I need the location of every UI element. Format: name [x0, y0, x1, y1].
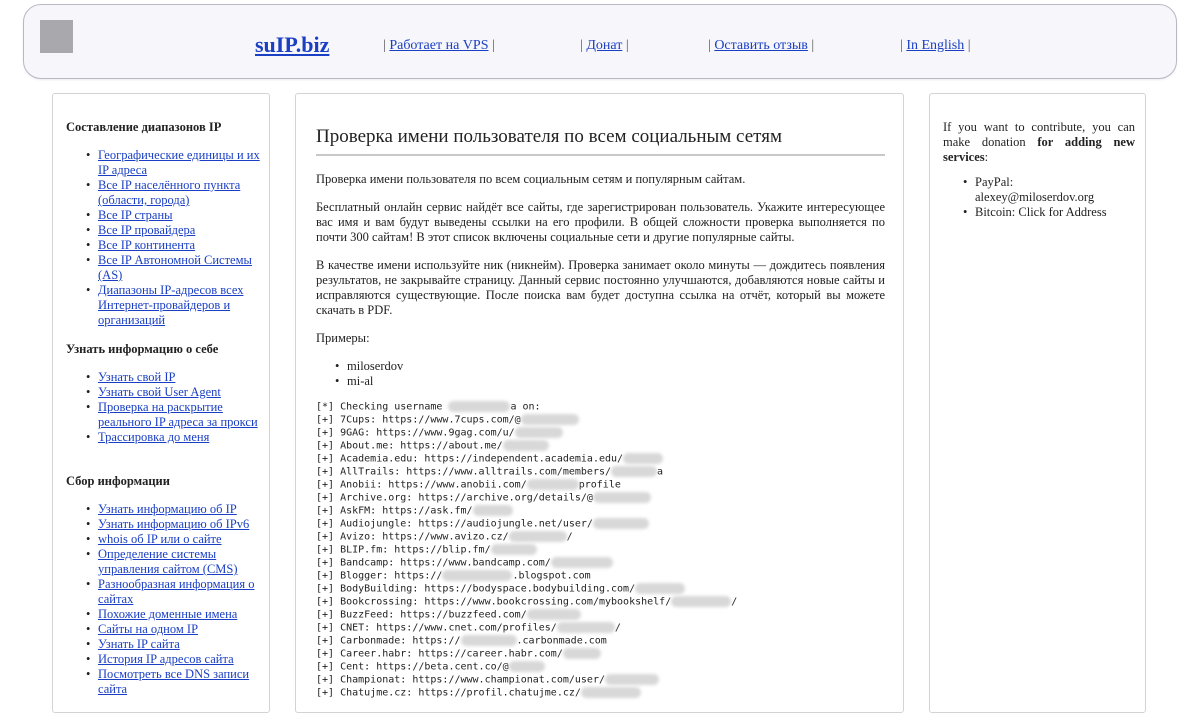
log-line-text: [+] Bandcamp: https://www.bandcamp.com/: [316, 557, 551, 569]
site-header: [23, 4, 1177, 79]
nav-separator: |: [708, 38, 711, 53]
sidebar-item: [66, 652, 261, 667]
sidebar-item: [66, 370, 261, 385]
nav-separator: |: [811, 38, 815, 53]
log-line-text: [+] AllTrails: https://www.alltrails.com/members/: [316, 466, 612, 478]
log-line: [316, 466, 885, 479]
sidebar-link[interactable]: Все IP страны: [98, 208, 173, 222]
nav-item-vps: [383, 38, 495, 54]
logo-icon[interactable]: [40, 20, 73, 53]
sidebar-item: [66, 238, 261, 253]
example-item: • mi-al: [316, 374, 885, 389]
log-line-text: [*] Checking username: [316, 401, 449, 413]
description-paragraph: Бесплатный онлайн сервис найдёт все сайты, где зарегистрирован пользователь. Укажите интересующее вас имя и вам будут выведены ссылки на его профили. В общей сложности проверка выполняется по почти 300 сайтам! В этот список включены социальные сети и другие популярные сайты.: [316, 200, 885, 244]
log-line-text: [+] CNET: https://www.cnet.com/profiles/: [316, 622, 557, 634]
log-line: [316, 544, 885, 557]
log-line-suffix: a: [657, 466, 664, 478]
sidebar-item: [66, 532, 261, 547]
sidebar-item: [66, 385, 261, 400]
examples-list: [316, 359, 885, 389]
sidebar-section-about-me: [66, 342, 261, 445]
log-line: [316, 596, 885, 609]
sidebar-link[interactable]: Географические единицы и их IP адреса: [98, 148, 260, 177]
example-item: • miloserdov: [316, 359, 885, 374]
sidebar-item: [66, 607, 261, 622]
sidebar-link[interactable]: Все IP провайдера: [98, 223, 196, 237]
log-line: [316, 518, 885, 531]
log-line-suffix: /: [614, 622, 621, 634]
log-line-text: [+] Chatujme.cz: https://profil.chatujme.cz/: [316, 687, 581, 699]
sidebar-link[interactable]: Узнать свой User Agent: [98, 385, 221, 399]
log-line-suffix: profile: [578, 479, 621, 491]
sidebar-item: [66, 430, 261, 445]
sidebar-link[interactable]: Похожие доменные имена: [98, 607, 238, 621]
sidebar-list: [66, 148, 261, 328]
log-line-text: [+] BLIP.fm: https://blip.fm/: [316, 544, 491, 556]
sidebar-item: [66, 622, 261, 637]
main-content: [295, 93, 904, 713]
redacted-username: [461, 635, 517, 646]
log-line-text: [+] AskFM: https://ask.fm/: [316, 505, 473, 517]
intro-paragraph: Проверка имени пользователя по всем социальным сетям и популярным сайтам.: [316, 172, 746, 186]
sidebar-list: [66, 370, 261, 445]
sidebar-item: [66, 148, 261, 178]
log-line: [316, 674, 885, 687]
sidebar-item: [66, 517, 261, 532]
sidebar-link[interactable]: Проверка на раскрытие реального IP адреса за прокси: [98, 400, 258, 429]
log-line-text: [+] 9GAG: https://www.9gag.com/u/: [316, 427, 515, 439]
log-line-text: [+] Audiojungle: https://audiojungle.net/user/: [316, 518, 593, 530]
redacted-username: [593, 518, 649, 529]
log-line: [316, 557, 885, 570]
right-sidebar: [929, 93, 1146, 713]
sidebar-item: [66, 502, 261, 517]
log-line: [316, 479, 885, 492]
left-sidebar: [52, 93, 270, 713]
log-line: [316, 687, 885, 700]
log-line-suffix: .blogspot.com: [512, 570, 591, 582]
sidebar-link[interactable]: Посмотреть все DNS записи сайта: [98, 667, 250, 696]
log-line-text: [+] Avizo: https://www.avizo.cz/: [316, 531, 509, 543]
sidebar-link[interactable]: Узнать информацию об IPv6: [98, 517, 250, 531]
sidebar-section-ip-ranges: [66, 120, 261, 328]
log-line: [316, 453, 885, 466]
sidebar-item: [66, 253, 261, 283]
nav-separator: |: [580, 38, 583, 53]
sidebar-item: [66, 547, 261, 577]
redacted-username: [671, 596, 731, 607]
site-title-link[interactable]: suIP.biz: [255, 32, 330, 57]
nav-separator: |: [900, 38, 903, 53]
redacted-username: [551, 557, 613, 568]
nav-separator: |: [967, 38, 971, 53]
log-line-text: [+] About.me: https://about.me/: [316, 440, 503, 452]
redacted-username: [491, 544, 537, 555]
log-line: [316, 505, 885, 518]
results-log: [316, 401, 885, 700]
log-line: [316, 609, 885, 622]
log-line-text: [+] Academia.edu: https://independent.academia.edu/: [316, 453, 624, 465]
log-line-text: [+] Carbonmade: https://: [316, 635, 461, 647]
sidebar-link[interactable]: Все IP Автономной Системы (AS): [98, 253, 252, 282]
log-line-text: [+] Bookcrossing: https://www.bookcrossing.com/mybookshelf/: [316, 596, 672, 608]
sidebar-item: [66, 223, 261, 238]
redacted-username: [473, 505, 513, 516]
redacted-username: [509, 531, 567, 542]
sidebar-link[interactable]: Диапазоны IP-адресов всех Интернет-провайдеров и организаций: [98, 283, 244, 327]
sidebar-item: [66, 400, 261, 430]
sidebar-item: [66, 283, 261, 328]
redacted-username: [527, 479, 579, 490]
sidebar-link[interactable]: Все IP населённого пункта (области, города): [98, 178, 241, 207]
sidebar-link[interactable]: Определение системы управления сайтом (CMS): [98, 547, 238, 576]
nav-link-vps[interactable]: Работает на VPS: [389, 38, 489, 53]
donation-list: [943, 175, 1135, 220]
log-line: [316, 414, 885, 427]
nav-separator: |: [625, 38, 629, 53]
nav-link-english[interactable]: In English: [906, 38, 965, 53]
log-line-text: [+] Cent: https://beta.cent.co/@: [316, 661, 509, 673]
redacted-username: [527, 609, 581, 620]
nav-item-donate: [580, 38, 629, 54]
redacted-username: [623, 453, 663, 464]
log-line: [316, 622, 885, 635]
sidebar-item: [66, 577, 261, 607]
log-line-text: [+] Archive.org: https://archive.org/details/@: [316, 492, 593, 504]
redacted-username: [442, 570, 512, 581]
nav-separator: |: [491, 38, 495, 53]
sidebar-link[interactable]: История IP адресов сайта: [98, 652, 234, 666]
sidebar-item: [66, 667, 261, 697]
sidebar-section-title: Узнать информацию о себе: [66, 342, 219, 356]
nav-link-feedback[interactable]: Оставить отзыв: [714, 38, 808, 53]
log-line: [316, 427, 885, 440]
redacted-username: [611, 466, 657, 477]
log-line: [316, 492, 885, 505]
nav-item-feedback: [708, 38, 814, 54]
sidebar-item: [66, 208, 261, 223]
sidebar-link[interactable]: whois об IP или о сайте: [98, 532, 222, 546]
log-line-suffix: /: [731, 596, 738, 608]
log-line: [316, 583, 885, 596]
sidebar-section-title: Составление диапазонов IP: [66, 120, 222, 134]
sidebar-link[interactable]: Сайты на одном IP: [98, 622, 199, 636]
sidebar-link[interactable]: Разнообразная информация о сайтах: [98, 577, 255, 606]
log-line-text: [+] Blogger: https://: [316, 570, 443, 582]
sidebar-link[interactable]: Узнать свой IP: [98, 370, 176, 384]
donation-text-bold: for adding new services: [943, 135, 1135, 164]
donation-item-bitcoin[interactable]: • Bitcoin: Click for Address: [943, 205, 1135, 220]
log-line: [316, 401, 885, 414]
log-line: [316, 661, 885, 674]
log-line-text: [+] BodyBuilding: https://bodyspace.bodybuilding.com/: [316, 583, 636, 595]
sidebar-link[interactable]: Узнать IP сайта: [98, 637, 180, 651]
sidebar-section-info-gathering: [66, 474, 261, 697]
log-line-text: [+] 7Cups: https://www.7cups.com/@: [316, 414, 521, 426]
redacted-username: [581, 687, 641, 698]
redacted-username: [503, 440, 549, 451]
redacted-username: [521, 414, 579, 425]
log-line-text: [+] Championat: https://www.championat.com/user/: [316, 674, 605, 686]
log-line-suffix: a on:: [510, 401, 541, 413]
log-line: [316, 648, 885, 661]
nav-item-english: [900, 38, 971, 54]
sidebar-item: [66, 178, 261, 208]
log-line-text: [+] Career.habr: https://career.habr.com/: [316, 648, 563, 660]
sidebar-section-title: Сбор информации: [66, 474, 170, 488]
donation-text-plain: If you want to contribute, you can make donation: [943, 120, 1135, 149]
sidebar-link[interactable]: Узнать информацию об IP: [98, 502, 237, 516]
log-line-text: [+] BuzzFeed: https://buzzfeed.com/: [316, 609, 527, 621]
sidebar-item: [66, 637, 261, 652]
redacted-username: [448, 401, 510, 412]
sidebar-link[interactable]: Трассировка до меня: [98, 430, 210, 444]
log-line: [316, 635, 885, 648]
redacted-username: [557, 622, 615, 633]
sidebar-link[interactable]: Все IP континента: [98, 238, 196, 252]
log-line-suffix: .carbonmade.com: [516, 635, 607, 647]
redacted-username: [563, 648, 601, 659]
redacted-username: [635, 583, 685, 594]
donation-item-paypal: • PayPal: alexey@miloserdov.org: [943, 175, 1135, 205]
redacted-username: [593, 492, 651, 503]
donation-text-end: :: [984, 150, 989, 164]
redacted-username: [515, 427, 563, 438]
redacted-username: [509, 661, 545, 672]
redacted-username: [605, 674, 659, 685]
log-line: [316, 570, 885, 583]
log-line: [316, 531, 885, 544]
usage-paragraph: В качестве имени используйте ник (никнейм). Проверка занимает около минуты — дождитесь появления результатов, не закрывайте страницу. Данный сервис постоянно улучшаются, добавляются новые сайты и исправляются существующие. После поиска вам будет доступна ссылка на отчёт, который вы можете скачать в PDF.: [316, 258, 885, 317]
nav-link-donate[interactable]: Донат: [586, 38, 623, 53]
log-line-text: [+] Anobii: https://www.anobii.com/: [316, 479, 527, 491]
page-title: Проверка имени пользователя по всем социальным сетям: [316, 126, 885, 156]
sidebar-list: [66, 502, 261, 697]
examples-label: Примеры:: [316, 331, 370, 345]
donation-text: [943, 120, 1135, 165]
log-line-suffix: /: [566, 531, 573, 543]
nav-separator: |: [383, 38, 386, 53]
log-line: [316, 440, 885, 453]
